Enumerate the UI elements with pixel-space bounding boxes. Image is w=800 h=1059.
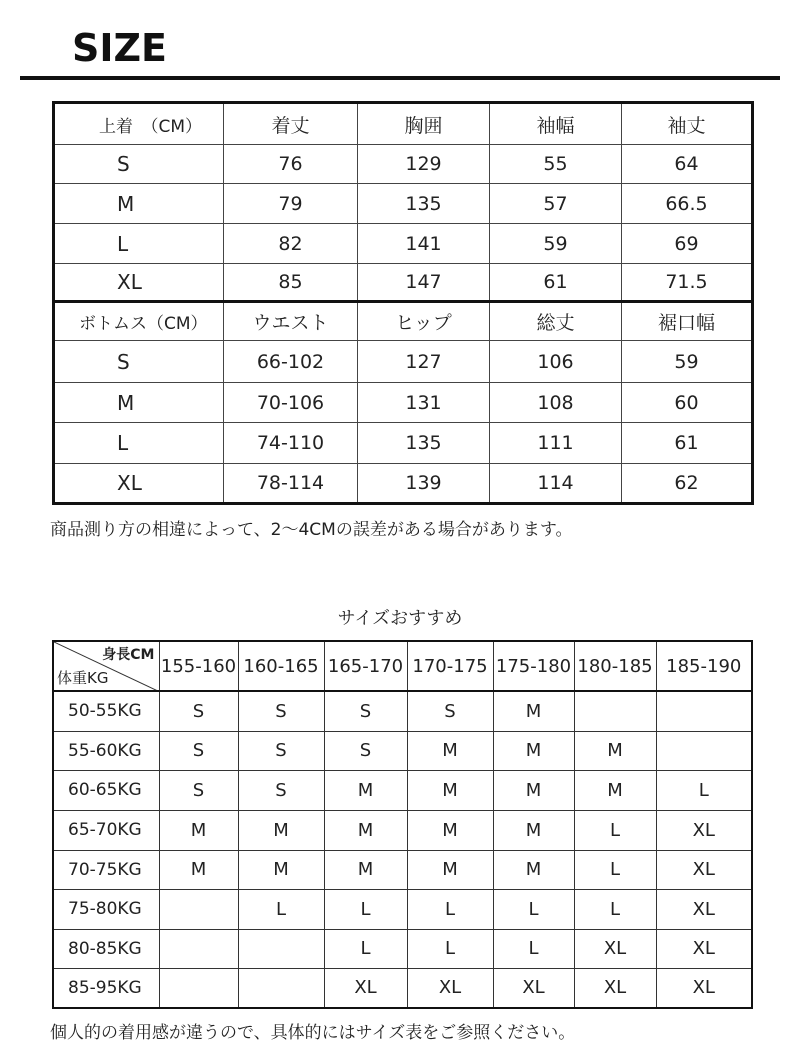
- size-recommend-table: [52, 640, 753, 1009]
- table-row: [53, 731, 752, 770]
- size-cell: M: [493, 731, 574, 770]
- measurement-note: 商品測り方の相違によって、2～4CMの誤差がある場合があります。: [50, 520, 573, 540]
- title-divider: [20, 76, 780, 80]
- table-cell: 147: [358, 264, 490, 302]
- size-label: L: [54, 423, 224, 464]
- size-label: S: [54, 145, 224, 184]
- table-cell: 70-106: [224, 383, 358, 423]
- size-cell: S: [159, 691, 238, 731]
- table-cell: 69: [622, 224, 753, 264]
- size-cell: L: [574, 889, 656, 929]
- size-cell: M: [238, 810, 324, 850]
- size-label: L: [54, 224, 224, 264]
- size-cell: M: [324, 770, 407, 810]
- table-row: [53, 968, 752, 1008]
- height-range-header: 155-160: [159, 641, 238, 691]
- size-cell: M: [493, 691, 574, 731]
- size-label: XL: [54, 264, 224, 302]
- size-cell: S: [324, 691, 407, 731]
- table-cell: 82: [224, 224, 358, 264]
- size-cell: L: [324, 929, 407, 968]
- table-cell: 78-114: [224, 464, 358, 504]
- header-hip: ヒップ: [358, 302, 490, 341]
- size-cell: S: [324, 731, 407, 770]
- weight-axis-label: 体重KG: [57, 669, 109, 687]
- table-cell: 59: [490, 224, 622, 264]
- size-cell: L: [493, 889, 574, 929]
- weight-range-label: 85-95KG: [53, 968, 159, 1008]
- height-range-header: 180-185: [574, 641, 656, 691]
- bottoms-header-label: ボトムス（CM）: [54, 302, 224, 341]
- table-cell: 111: [490, 423, 622, 464]
- header-hem-width: 裾口幅: [622, 302, 753, 341]
- height-axis-label: 身長CM: [102, 647, 155, 663]
- weight-range-label: 60-65KG: [53, 770, 159, 810]
- size-cell: [656, 731, 752, 770]
- weight-range-label: 75-80KG: [53, 889, 159, 929]
- table-row: [54, 224, 753, 264]
- tops-section: [54, 103, 753, 302]
- table-cell: 55: [490, 145, 622, 184]
- size-cell: XL: [656, 810, 752, 850]
- fit-note: 個人的の着用感が違うので、具体的にはサイズ表をご参照ください。: [50, 1023, 576, 1043]
- header-total-length: 総丈: [490, 302, 622, 341]
- size-cell: M: [407, 770, 493, 810]
- table-cell: 114: [490, 464, 622, 504]
- table-cell: 135: [358, 184, 490, 224]
- size-cell: S: [238, 691, 324, 731]
- header-length: 着丈: [224, 103, 358, 145]
- size-chart-table: [52, 101, 754, 505]
- table-cell: 135: [358, 423, 490, 464]
- table-row: [54, 145, 753, 184]
- size-cell: L: [574, 850, 656, 889]
- recommend-title: サイズおすすめ: [337, 608, 463, 629]
- size-cell: XL: [656, 850, 752, 889]
- bottoms-section: [54, 302, 753, 504]
- table-cell: 61: [490, 264, 622, 302]
- size-cell: L: [656, 770, 752, 810]
- size-cell: [238, 929, 324, 968]
- size-cell: XL: [324, 968, 407, 1008]
- size-cell: [656, 691, 752, 731]
- size-cell: L: [574, 810, 656, 850]
- header-chest: 胸囲: [358, 103, 490, 145]
- size-cell: M: [407, 810, 493, 850]
- size-label: XL: [54, 464, 224, 504]
- table-row: [53, 810, 752, 850]
- size-cell: S: [407, 691, 493, 731]
- table-row: [54, 464, 753, 504]
- table-row: [54, 383, 753, 423]
- table-row: [54, 184, 753, 224]
- size-cell: L: [238, 889, 324, 929]
- table-cell: 127: [358, 341, 490, 383]
- table-row: [53, 850, 752, 889]
- weight-range-label: 70-75KG: [53, 850, 159, 889]
- size-cell: [159, 929, 238, 968]
- weight-range-label: 80-85KG: [53, 929, 159, 968]
- size-cell: XL: [656, 929, 752, 968]
- table-cell: 60: [622, 383, 753, 423]
- table-cell: 85: [224, 264, 358, 302]
- size-cell: [238, 968, 324, 1008]
- header-sleeve-width: 袖幅: [490, 103, 622, 145]
- size-cell: [159, 968, 238, 1008]
- table-row: [53, 889, 752, 929]
- size-label: M: [54, 383, 224, 423]
- tops-header-row: [54, 103, 753, 145]
- size-cell: L: [493, 929, 574, 968]
- table-cell: 57: [490, 184, 622, 224]
- size-cell: XL: [656, 889, 752, 929]
- table-cell: 131: [358, 383, 490, 423]
- size-cell: M: [407, 731, 493, 770]
- page-title: SIZE: [72, 26, 168, 70]
- table-row: [53, 770, 752, 810]
- size-cell: M: [159, 810, 238, 850]
- header-waist: ウエスト: [224, 302, 358, 341]
- height-range-header: 165-170: [324, 641, 407, 691]
- size-cell: [574, 691, 656, 731]
- size-cell: [159, 889, 238, 929]
- bottoms-header-row: [54, 302, 753, 341]
- weight-range-label: 50-55KG: [53, 691, 159, 731]
- size-cell: S: [238, 770, 324, 810]
- table-cell: 66-102: [224, 341, 358, 383]
- table-row: [54, 423, 753, 464]
- weight-range-label: 55-60KG: [53, 731, 159, 770]
- height-range-header: 170-175: [407, 641, 493, 691]
- size-cell: S: [159, 770, 238, 810]
- size-cell: M: [493, 850, 574, 889]
- table-cell: 129: [358, 145, 490, 184]
- weight-range-label: 65-70KG: [53, 810, 159, 850]
- size-cell: M: [324, 810, 407, 850]
- table-cell: 61: [622, 423, 753, 464]
- table-cell: 62: [622, 464, 753, 504]
- size-cell: XL: [493, 968, 574, 1008]
- table-cell: 79: [224, 184, 358, 224]
- height-range-header: 160-165: [238, 641, 324, 691]
- table-cell: 71.5: [622, 264, 753, 302]
- size-cell: XL: [574, 929, 656, 968]
- table-cell: 141: [358, 224, 490, 264]
- table-cell: 64: [622, 145, 753, 184]
- size-cell: S: [159, 731, 238, 770]
- size-cell: M: [493, 770, 574, 810]
- table-cell: 66.5: [622, 184, 753, 224]
- size-cell: L: [407, 889, 493, 929]
- size-label: M: [54, 184, 224, 224]
- table-cell: 108: [490, 383, 622, 423]
- header-sleeve-length: 袖丈: [622, 103, 753, 145]
- size-cell: M: [159, 850, 238, 889]
- table-row: [54, 341, 753, 383]
- table-cell: 59: [622, 341, 753, 383]
- size-cell: XL: [656, 968, 752, 1008]
- tops-header-label: 上着 （CM）: [54, 103, 224, 145]
- table-row: [53, 929, 752, 968]
- size-cell: M: [574, 770, 656, 810]
- size-cell: M: [407, 850, 493, 889]
- size-cell: L: [407, 929, 493, 968]
- size-cell: XL: [574, 968, 656, 1008]
- size-cell: XL: [407, 968, 493, 1008]
- size-cell: M: [238, 850, 324, 889]
- height-range-header: 175-180: [493, 641, 574, 691]
- size-cell: M: [574, 731, 656, 770]
- table-cell: 74-110: [224, 423, 358, 464]
- size-cell: L: [324, 889, 407, 929]
- size-label: S: [54, 341, 224, 383]
- size-cell: M: [324, 850, 407, 889]
- size-cell: S: [238, 731, 324, 770]
- size-cell: M: [493, 810, 574, 850]
- table-cell: 76: [224, 145, 358, 184]
- height-range-header: 185-190: [656, 641, 752, 691]
- table-row: [53, 691, 752, 731]
- table-cell: 139: [358, 464, 490, 504]
- corner-header-cell: [53, 641, 159, 691]
- table-cell: 106: [490, 341, 622, 383]
- height-header-row: [53, 641, 752, 691]
- table-row: [54, 264, 753, 302]
